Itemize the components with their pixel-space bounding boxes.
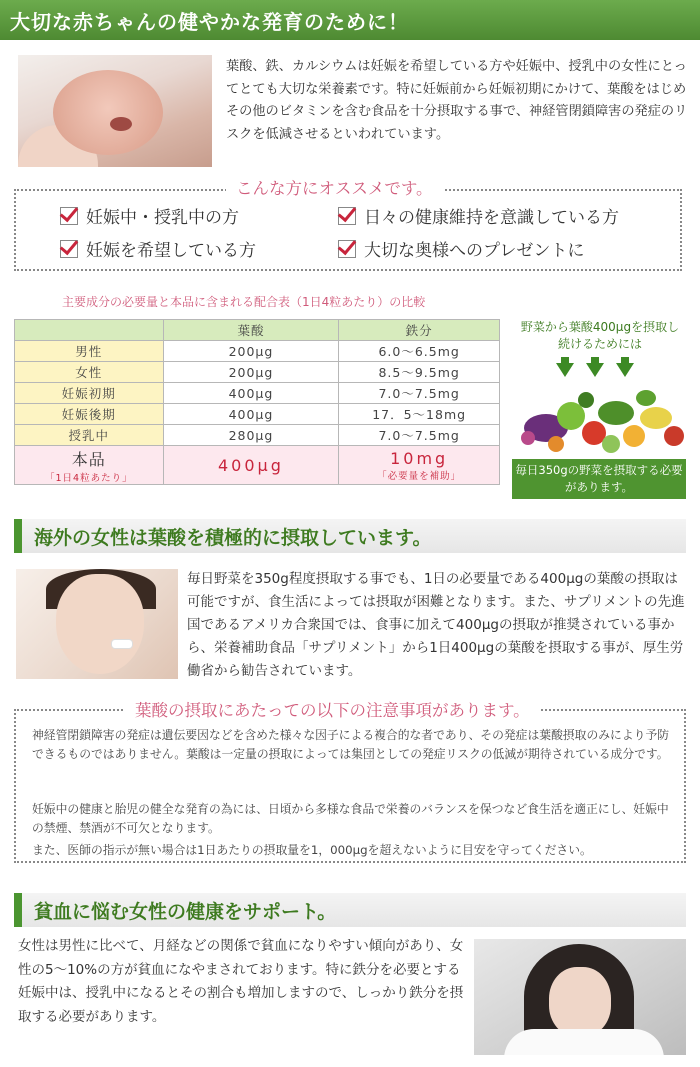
iron-cell: 7.0～7.5mg [339,383,500,404]
folate-cell: 400μg [163,404,339,425]
nutrient-table [14,319,500,485]
table-row [15,425,500,446]
checkbox-icon [60,207,78,225]
down-arrow-icon [616,357,634,377]
table-header-row [15,320,500,341]
checkbox-icon [338,240,356,258]
veg-caption: 毎日350gの野菜を摂取する必要があります。 [512,459,686,499]
row-label: 女性 [15,362,164,383]
folate-cell: 400μg [163,383,339,404]
table-header: 葉酸 [163,320,339,341]
iron-cell: 8.5～9.5mg [339,362,500,383]
folate-cell: 200μg [163,362,339,383]
product-label: 本品 [71,449,106,469]
product-iron-cell [339,446,500,485]
product-sub: 「1日4粒あたり」 [45,472,133,484]
row-label: 妊娠初期 [15,383,164,404]
iron-cell: 17．5～18mg [339,404,500,425]
vegetables-image [516,378,688,456]
iron-cell: 7.0～7.5mg [339,425,500,446]
down-arrow-icon [586,357,604,377]
table-header [15,320,164,341]
intro-text: 葉酸、鉄、カルシウムは妊娠を希望している方や妊娠中、授乳中の女性にとってとても大切な栄養素です。特に妊娠前から妊娠初期にかけて、葉酸をはじめその他のビタミンを含む食品を十分摂取する事で、神経管閉鎖障害の発症のリスクを低減させるといわれています。 [226,59,688,142]
caution-paragraph: また、医師の指示が無い場合は1日あたりの摂取量を1，000μgを超えないように目安を守ってください。 [32,843,592,857]
woman-pill-photo [16,569,178,679]
iron-cell: 6.0～6.5mg [339,341,500,362]
tired-woman-photo [474,939,686,1055]
down-arrow-icon [556,357,574,377]
table-row [15,383,500,404]
section1-text: 毎日野菜を350g程度摂取する事でも、1日の必要量である400μgの葉酸の摂取は可能ですが、食生活によっては摂取が困難となります。また、サプリメントの先進国であるアメリカ合衆国では、食事に加えて400μgの摂取が推奨されている事から、栄養補助食品「サプリメント」から1日400μgの葉酸を摂取する事が、厚生労働省から勧告されています。 [187,571,685,679]
table-caption: 主要成分の必要量と本品に含まれる配合表（1日4粒あたり）の比較 [62,295,426,309]
table-row [15,362,500,383]
caution-title: 葉酸の摂取にあたっての以下の注意事項があります。 [125,697,540,721]
table-header: 鉄分 [339,320,500,341]
folate-cell: 200μg [163,341,339,362]
product-label-cell [15,446,164,485]
veg-title: 野菜から葉酸400μgを摂取し続けるためには [520,320,680,351]
baby-photo [18,55,212,167]
product-iron: 10mg [390,448,449,468]
product-iron-note: 「必要量を補助」 [377,470,462,482]
checkbox-icon [60,240,78,258]
row-label: 妊娠後期 [15,404,164,425]
banner-title: 大切な赤ちゃんの健やかな発育のために！ [10,10,409,34]
section-title: 貧血に悩む女性の健康をサポート。 [34,901,337,923]
recommend-item: 日々の健康維持を意識している方 [338,203,619,228]
product-folate: 400μg [218,455,284,475]
caution-paragraph: 神経管閉鎖障害の発症は遺伝要因などを含めた様々な因子による複合的な者であり、その発症は葉酸摂取のみにより予防できるものではありません。葉酸は一定量の摂取によっては集団としての発症リスクの低減が期待されている成分です。 [32,728,670,761]
product-folate-cell [163,446,339,485]
row-label: 男性 [15,341,164,362]
recommend-item: 妊娠中・授乳中の方 [60,203,239,228]
caution-paragraph: 妊娠中の健康と胎児の健全な発育の為には、日頃から多様な食品で栄養のバランスを保つなど食生活を適正にし、妊娠中の禁煙、禁酒が不可欠となります。 [32,802,669,835]
folate-cell: 280μg [163,425,339,446]
recommend-title: こんな方にオススメです。 [226,175,443,199]
section-title: 海外の女性は葉酸を積極的に摂取しています。 [34,527,432,549]
section2-text: 女性は男性に比べて、月経などの関係で貧血になりやすい傾向があり、女性の5～10%の方が貧血になやまされております。特に鉄分を必要とする妊娠中は、授乳中になるとその割合も増加しますので、しっかり鉄分を摂取する必要があります。 [18,938,464,1025]
table-row [15,404,500,425]
row-label: 授乳中 [15,425,164,446]
checkbox-icon [338,207,356,225]
product-row [15,446,500,485]
table-row [15,341,500,362]
recommend-item: 大切な奥様へのプレゼントに [338,236,584,261]
recommend-item: 妊娠を希望している方 [60,236,256,261]
